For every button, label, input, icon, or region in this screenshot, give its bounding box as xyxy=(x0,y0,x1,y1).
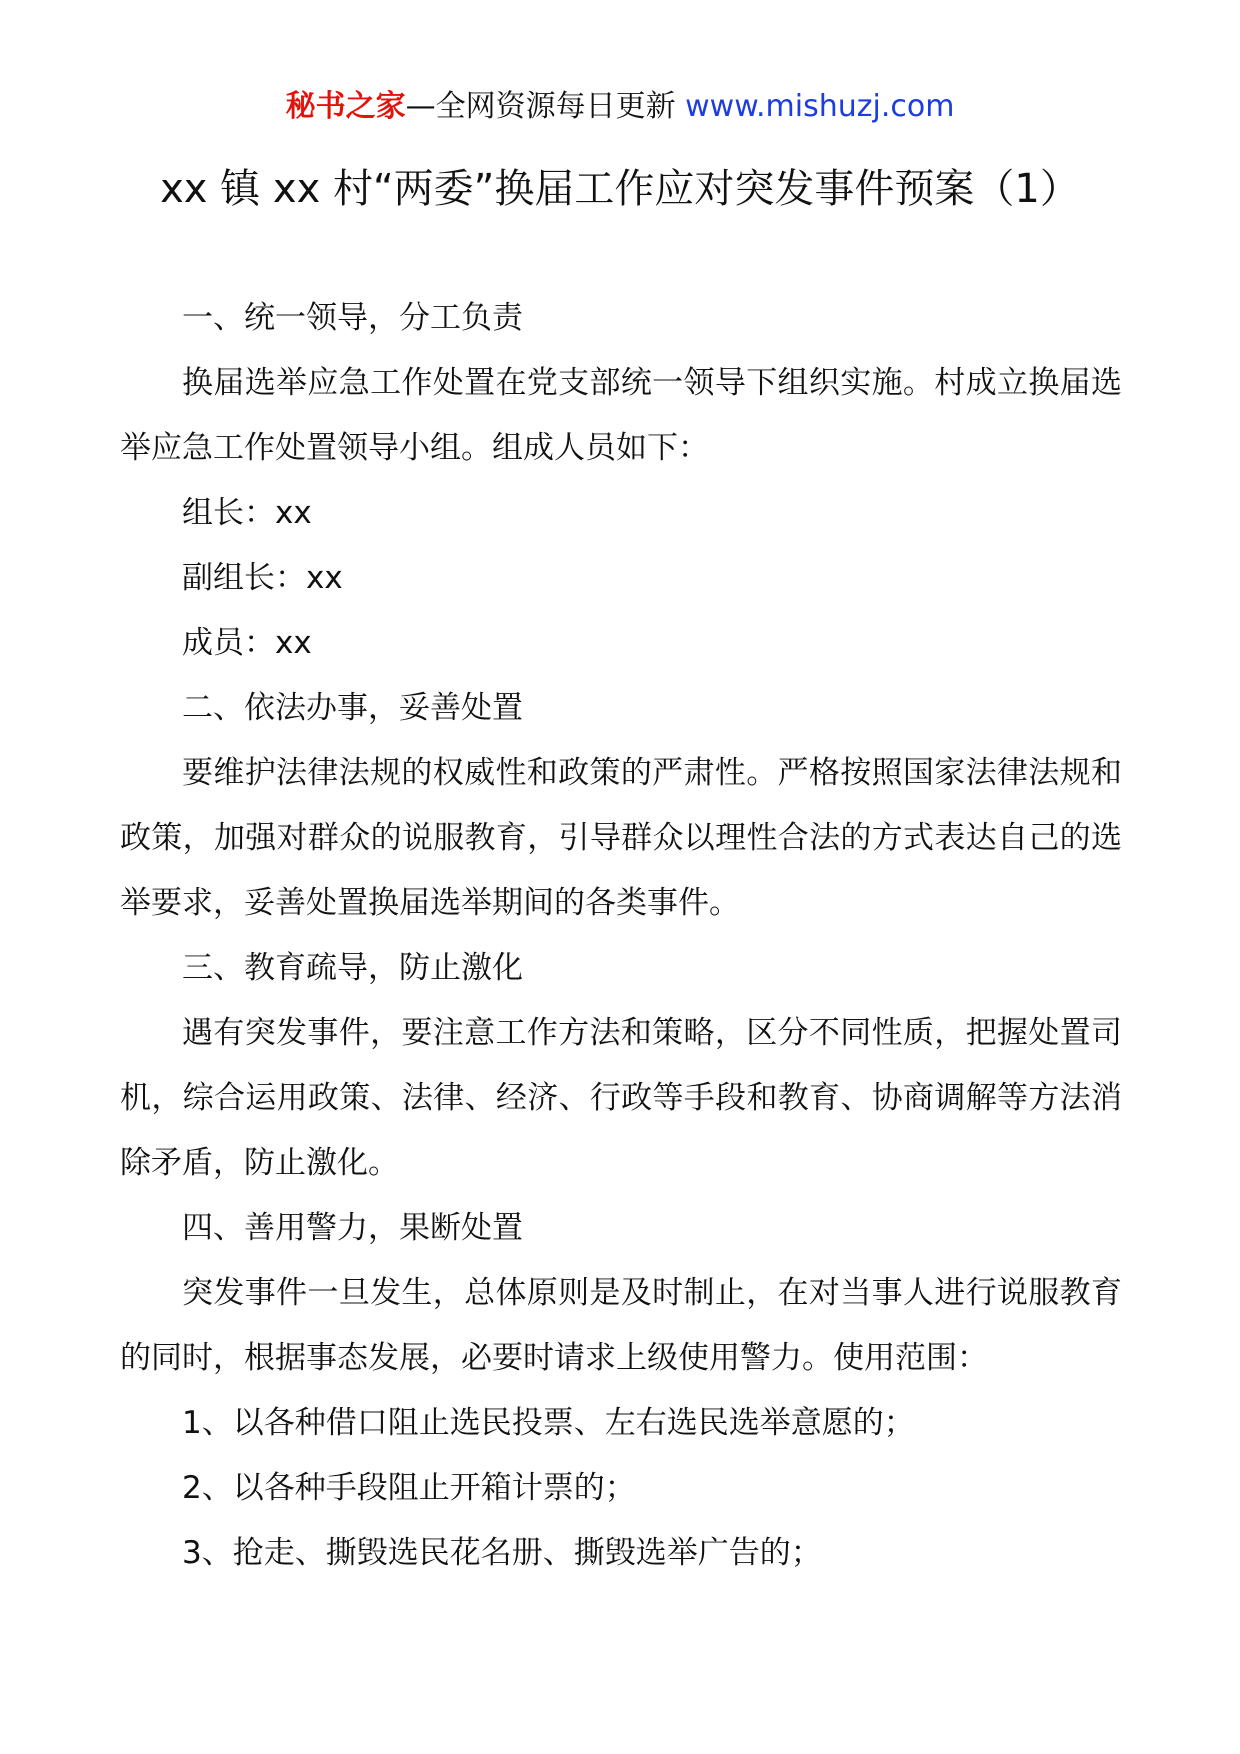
site-header xyxy=(0,87,1240,127)
paragraph: 遇有突发事件，要注意工作方法和策略，区分不同性质，把握处置司机，综合运用政策、法律、经济、行政等手段和教育、协商调解等方法消除矛盾，防止激化。 xyxy=(120,1015,1122,1181)
section-heading-2: 二、依法办事，妥善处置 xyxy=(182,690,523,726)
list-item: 3、抢走、撕毁选民花名册、撕毁选举广告的； xyxy=(182,1535,822,1571)
member-line: 成员：xx xyxy=(182,625,312,661)
paragraph: 要维护法律法规的权威性和政策的严肃性。严格按照国家法律法规和政策，加强对群众的说服教育，引导群众以理性合法的方式表达自己的选举要求，妥善处置换届选举期间的各类事件。 xyxy=(120,755,1122,921)
document-title: xx 镇 xx 村“两委”换届工作应对突发事件预案（1） xyxy=(160,166,1080,212)
document-body xyxy=(120,286,1122,1586)
brand-name: 秘书之家 xyxy=(285,89,406,124)
section-heading-4: 四、善用警力，果断处置 xyxy=(182,1210,523,1246)
paragraph: 突发事件一旦发生，总体原则是及时制止，在对当事人进行说服教育的同时，根据事态发展，必要时请求上级使用警力。使用范围： xyxy=(120,1275,1122,1376)
site-url[interactable]: www.mishuzj.com xyxy=(685,89,955,124)
member-line: 副组长：xx xyxy=(182,560,343,596)
paragraph: 换届选举应急工作处置在党支部统一领导下组织实施。村成立换届选举应急工作处置领导小组。组成人员如下： xyxy=(120,365,1122,466)
section-heading-3: 三、教育疏导，防止激化 xyxy=(182,950,523,986)
header-tagline: —全网资源每日更新 xyxy=(405,89,676,124)
section-heading-1: 一、统一领导，分工负责 xyxy=(182,300,523,336)
list-item: 2、以各种手段阻止开箱计票的； xyxy=(182,1470,636,1506)
member-line: 组长：xx xyxy=(182,495,312,531)
list-item: 1、以各种借口阻止选民投票、左右选民选举意愿的； xyxy=(182,1405,915,1441)
